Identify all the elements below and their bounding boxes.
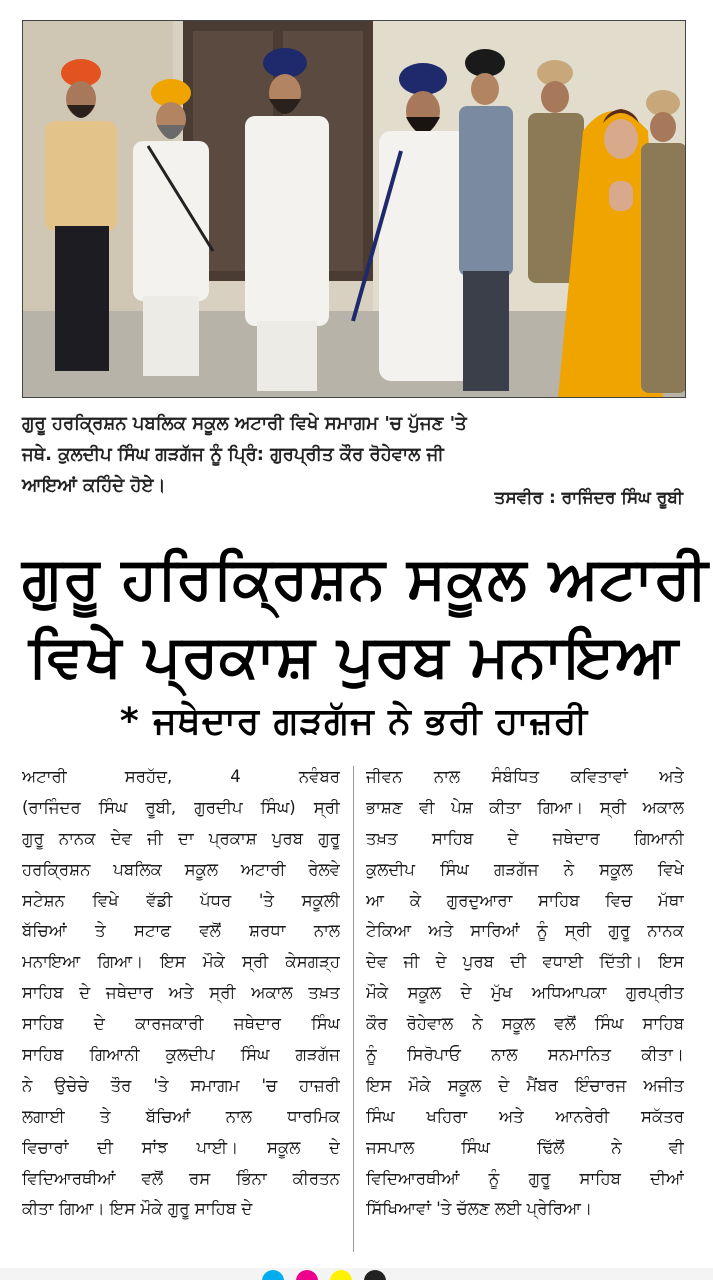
article-line: ਸਿੱਖਿਆਵਾਂ 'ਤੇ ਚੱਲਣ ਲਈ ਪ੍ਰੇਰਿਆ। [366, 1199, 593, 1219]
article-line: ਹਰਕ੍ਰਿਸ਼ਨ ਪਬਲਿਕ ਸਕੂਲ ਅਟਾਰੀ ਰੇਲਵੇ [22, 859, 340, 879]
article-line: ਬੱਚਿਆਂ ਤੇ ਸਟਾਫ ਵਲੋਂ ਸ਼ਰਧਾ ਨਾਲ [22, 921, 340, 941]
article-line: ਸਿੰਘ ਖਹਿਰਾ ਅਤੇ ਆਨਰੇਰੀ ਸਕੱਤਰ [366, 1106, 684, 1126]
article-line: ਵਿਚਾਰਾਂ ਦੀ ਸਾਂਝ ਪਾਈ। ਸਕੂਲ ਦੇ [22, 1137, 340, 1157]
headline-line-2: ਵਿਖੇ ਪ੍ਰਕਾਸ਼ ਪੁਰਬ ਮਨਾਇਆ [28, 622, 680, 690]
article-line: ਵਿਦਿਆਰਥੀਆਂ ਵਲੋਂ ਰਸ ਭਿੰਨਾ ਕੀਰਤਨ [22, 1168, 340, 1188]
article-line: ਕੀਤਾ ਗਿਆ। ਇਸ ਮੌਕੇ ਗੁਰੂ ਸਾਹਿਬ ਦੇ [22, 1199, 253, 1219]
caption-line: ਗੁਰੂ ਹਰਕ੍ਰਿਸ਼ਨ ਪਬਲਿਕ ਸਕੂਲ ਅਟਾਰੀ ਵਿਖੇ ਸਮਾਗਮ 'ਚ ਪੁੱਜਣ 'ਤੇ [22, 413, 467, 434]
article-column-right [366, 762, 684, 1258]
article-line: ਕੁਲਦੀਪ ਸਿੰਘ ਗੜਗੱਜ ਨੇ ਸਕੂਲ ਵਿਖੇ [366, 859, 684, 879]
article-line: ਨੂੰ ਸਿਰੋਪਾਓ ਨਾਲ ਸਨਮਾਨਿਤ ਕੀਤਾ। [366, 1045, 684, 1065]
news-photo [22, 20, 686, 398]
article-line: ਸਟੇਸ਼ਨ ਵਿਖੇ ਵੱਡੀ ਪੱਧਰ 'ਤੇ ਸਕੂਲੀ [22, 890, 340, 910]
column-divider [353, 766, 354, 1252]
article-line: ਮੌਕੇ ਸਕੂਲ ਦੇ ਮੁੱਖ ਅਧਿਆਪਕਾ ਗੁਰਪ੍ਰੀਤ [366, 983, 684, 1003]
article-line: ਅਟਾਰੀ ਸਰਹੱਦ, 4 ਨਵੰਬਰ [22, 767, 340, 786]
article-line: ਗੁਰੂ ਨਾਨਕ ਦੇਵ ਜੀ ਦਾ ਪ੍ਰਕਾਸ਼ ਪੁਰਬ ਗੁਰੂ [22, 828, 340, 848]
article-line: ਸਾਹਿਬ ਦੇ ਜਥੇਦਾਰ ਅਤੇ ਸ੍ਰੀ ਅਕਾਲ ਤਖ਼ਤ [22, 983, 340, 1003]
photo-credit: ਤਸਵੀਰ : ਰਾਜਿੰਦਰ ਸਿੰਘ ਰੂਬੀ [494, 488, 683, 508]
article-line: ਲਗਾਈ ਤੇ ਬੱਚਿਆਂ ਨਾਲ ਧਾਰਮਿਕ [22, 1106, 340, 1126]
caption-line: ਆਇਆਂ ਕਹਿੰਦੇ ਹੋਏ। [22, 475, 166, 496]
article-column-left [22, 762, 340, 1258]
subheadline: * ਜਥੇਦਾਰ ਗੜਗੱਜ ਨੇ ਭਰੀ ਹਾਜ਼ਰੀ [119, 701, 589, 742]
print-strip [0, 1268, 713, 1280]
article-line: ਭਾਸ਼ਣ ਵੀ ਪੇਸ਼ ਕੀਤਾ ਗਿਆ। ਸ੍ਰੀ ਅਕਾਲ [366, 797, 684, 817]
article-line: ਜੀਵਨ ਨਾਲ ਸੰਬੰਧਿਤ ਕਵਿਤਾਵਾਂ ਅਤੇ [366, 767, 684, 786]
article-line: ਜਸਪਾਲ ਸਿੰਘ ਢਿੱਲੋਂ ਨੇ ਵੀ [366, 1137, 684, 1157]
article-line: ਸਾਹਿਬ ਦੇ ਕਾਰਜਕਾਰੀ ਜਥੇਦਾਰ ਸਿੰਘ [22, 1014, 340, 1034]
article-line: ਇਸ ਮੌਕੇ ਸਕੂਲ ਦੇ ਮੈਂਬਰ ਇੰਚਾਰਜ ਅਜੀਤ [366, 1075, 684, 1095]
photo-illustration [23, 21, 686, 398]
article-line: ਸਾਹਿਬ ਗਿਆਨੀ ਕੁਲਦੀਪ ਸਿੰਘ ਗੜਗੱਜ [22, 1045, 340, 1065]
headline-line-1: ਗੁਰੂ ਹਰਿਕ੍ਰਿਸ਼ਨ ਸਕੂਲ ਅਟਾਰੀ [22, 544, 709, 612]
article-line: ਨੇ ਉਚੇਚੇ ਤੌਰ 'ਤੇ ਸਮਾਗਮ 'ਚ ਹਾਜ਼ਰੀ [22, 1075, 340, 1095]
article-line: ਟੇਕਿਆ ਅਤੇ ਸਾਰਿਆਂ ਨੂੰ ਸ੍ਰੀ ਗੁਰੂ ਨਾਨਕ [366, 921, 684, 941]
article-line: ਮਨਾਇਆ ਗਿਆ। ਇਸ ਮੌਕੇ ਸ੍ਰੀ ਕੇਸਗੜ੍ਹ [22, 952, 340, 972]
article-line: ਆ ਕੇ ਗੁਰਦੁਆਰਾ ਸਾਹਿਬ ਵਿਚ ਮੱਥਾ [366, 890, 684, 910]
article-line: ਵਿਦਿਆਰਥੀਆਂ ਨੂੰ ਗੁਰੂ ਸਾਹਿਬ ਦੀਆਂ [366, 1168, 684, 1188]
article-line: ਤਖ਼ਤ ਸਾਹਿਬ ਦੇ ਜਥੇਦਾਰ ਗਿਆਨੀ [366, 828, 684, 848]
article-line: ਦੇਵ ਜੀ ਦੇ ਪੁਰਬ ਦੀ ਵਧਾਈ ਦਿੱਤੀ। ਇਸ [366, 952, 684, 972]
article-line: (ਰਾਜਿੰਦਰ ਸਿੰਘ ਰੂਬੀ, ਗੁਰਦੀਪ ਸਿੰਘ) ਸ੍ਰੀ [22, 797, 340, 817]
article-line: ਕੌਰ ਰੋਹੇਵਾਲ ਨੇ ਸਕੂਲ ਵਲੋਂ ਸਿੰਘ ਸਾਹਿਬ [366, 1014, 684, 1034]
caption-line: ਜਥੇ. ਕੁਲਦੀਪ ਸਿੰਘ ਗੜਗੱਜ ਨੂੰ ਪ੍ਰਿੰ: ਗੁਰਪ੍ਰੀਤ ਕੌਰ ਰੋਹੇਵਾਲ ਜੀ [22, 444, 444, 465]
